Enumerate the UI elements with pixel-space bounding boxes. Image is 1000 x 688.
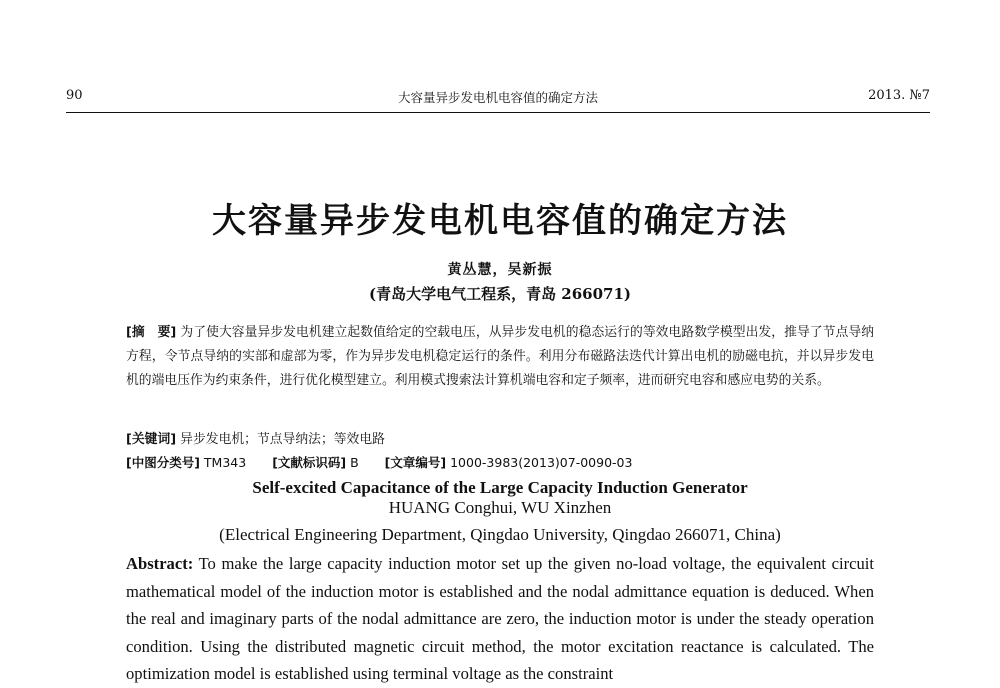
- article-title-en: Self-excited Capacitance of the Large Capacity Induction Generator: [252, 478, 748, 497]
- article-title-cn: 大容量异步发电机电容值的确定方法: [212, 201, 788, 241]
- article-value: 1000-3983(2013)07-0090-03: [450, 455, 633, 470]
- article-code: [385, 455, 633, 470]
- authors-cn: 黄丛慧，吴新振: [447, 262, 553, 278]
- abstract-en-label: Abstract:: [126, 554, 194, 573]
- abstract-cn: [126, 321, 874, 393]
- issue-number: 2013. №7: [868, 88, 930, 103]
- running-head: [66, 86, 930, 113]
- abstract-cn-label: [摘 要]: [126, 325, 177, 340]
- authors-en: HUANG Conghui, WU Xinzhen: [388, 498, 612, 517]
- keywords-cn-label: [关键词]: [126, 432, 177, 447]
- abstract-en: [126, 550, 874, 688]
- clc-value: TM343: [203, 455, 247, 470]
- clc-code: [126, 455, 246, 470]
- clc-label: [中图分类号]: [126, 455, 200, 470]
- article-label: [文章编号]: [384, 455, 447, 470]
- abstract-en-text: To make the large capacity induction motor set up the given no-load voltage, the equivalent circuit mathematical model of the induction motor is established and the nodal admittance equation is deduced. When the real and imaginary parts of the nodal admittance are zero, the induction motor is under the steady operation condition. Using the distributed magnetic circuit method, the motor excitation reactance is calculated. The optimization model is established using terminal voltage as the constraint: [126, 554, 874, 683]
- keywords-cn-text: 异步发电机；节点导纳法；等效电路: [180, 432, 385, 447]
- page-number: 90: [66, 88, 83, 103]
- affiliation-cn: (青岛大学电气工程系，青岛 266071): [368, 285, 632, 303]
- affiliation-en: (Electrical Engineering Department, Qingdao University, Qingdao 266071, China): [219, 525, 781, 544]
- doc-label: [文献标识码]: [272, 455, 347, 470]
- doc-code: [272, 455, 359, 470]
- running-head-title: 大容量异步发电机电容值的确定方法: [397, 90, 598, 105]
- abstract-cn-text: 为了使大容量异步发电机建立起数值给定的空载电压，从异步发电机的稳态运行的等效电路数学模型出发，推导了节点导纳方程，令节点导纳的实部和虚部为零，作为异步发电机稳定运行的条件。利用分布磁路法迭代计算出电机的励磁电抗，并以异步发电机的端电压作为约束条件，进行优化模型建立。利用模式搜索法计算机端电容和定子频率，进而研究电容和感应电势的关系。: [126, 325, 874, 388]
- keywords-cn: [126, 428, 385, 447]
- classification-line: [126, 453, 654, 471]
- doc-value: B: [350, 455, 359, 470]
